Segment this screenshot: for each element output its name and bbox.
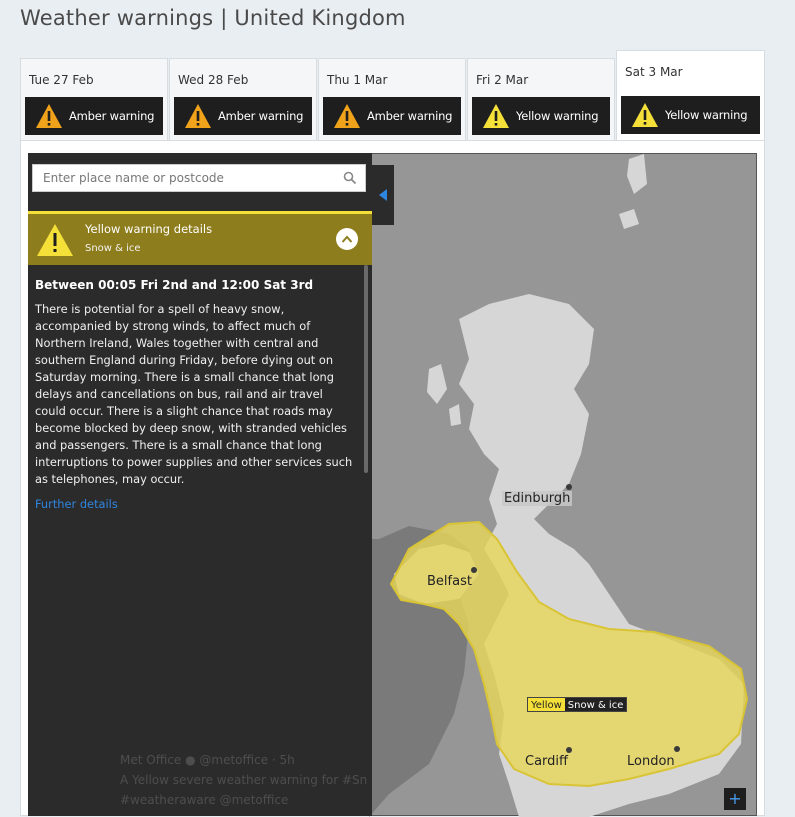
tab-date: Wed 28 Feb	[178, 73, 249, 87]
warning-triangle-icon	[482, 103, 510, 129]
warning-triangle-icon	[184, 103, 212, 129]
warning-badge-label: Amber warning	[367, 109, 453, 123]
warning-triangle-icon	[631, 102, 659, 128]
warning-badge	[621, 96, 760, 134]
warning-triangle-icon	[36, 223, 74, 257]
tab-wed-28-feb[interactable]	[169, 58, 317, 140]
warning-triangle-icon	[35, 103, 63, 129]
edinburgh-marker[interactable]	[566, 484, 572, 490]
location-search	[32, 164, 366, 192]
legend-type: Snow & ice	[567, 700, 624, 711]
page-title: Weather warnings | United Kingdom	[20, 6, 406, 30]
warning-badge	[25, 97, 163, 135]
warning-badge	[174, 97, 312, 135]
tab-thu-1-mar[interactable]	[318, 58, 466, 140]
search-icon[interactable]	[341, 169, 359, 187]
tab-fri-2-mar[interactable]	[467, 58, 615, 140]
tab-date: Thu 1 Mar	[327, 73, 388, 87]
legend-level: Yellow	[528, 698, 565, 711]
chevron-left-icon	[378, 188, 388, 202]
warning-triangle-icon	[333, 103, 361, 129]
details-scrollbar[interactable]	[364, 265, 368, 473]
tab-sat-3-mar[interactable]	[616, 50, 765, 140]
map-warning-legend[interactable]	[527, 697, 627, 712]
tweet-text: A Yellow severe weather warning for #Sn	[120, 773, 368, 787]
warning-type: Snow & ice	[85, 243, 141, 254]
toggle-sidebar-button[interactable]	[372, 165, 394, 225]
city-label-edinburgh: Edinburgh	[504, 491, 571, 506]
london-marker[interactable]	[674, 746, 680, 752]
cardiff-marker[interactable]	[566, 747, 572, 753]
tab-date: Fri 2 Mar	[476, 73, 529, 87]
zoom-in-button[interactable]: +	[724, 788, 746, 810]
warning-details-title: Yellow warning details	[85, 222, 213, 236]
warning-details	[28, 265, 372, 511]
chevron-up-icon	[341, 235, 353, 243]
city-label-belfast: Belfast	[427, 574, 472, 589]
warning-badge-label: Amber warning	[218, 109, 304, 123]
tweet-author: Met Office ● @metoffice · 5h	[120, 753, 295, 767]
day-tabs	[20, 50, 765, 140]
warning-details-header[interactable]	[28, 211, 372, 265]
warning-badge-label: Yellow warning	[665, 108, 748, 122]
further-details-link[interactable]: Further details	[35, 497, 118, 511]
warning-badge	[472, 97, 610, 135]
warning-badge	[323, 97, 461, 135]
tweet-tags: #weatheraware @metoffice	[120, 793, 289, 807]
collapse-details-button[interactable]	[336, 228, 358, 250]
warning-badge-label: Amber warning	[69, 109, 155, 123]
city-label-london: London	[627, 754, 675, 769]
city-label-cardiff: Cardiff	[525, 754, 568, 769]
belfast-marker[interactable]	[471, 567, 477, 573]
tweet-overlay	[120, 750, 367, 810]
warning-period: Between 00:05 Fri 2nd and 12:00 Sat 3rd	[35, 278, 314, 292]
tab-date: Tue 27 Feb	[29, 73, 94, 87]
warning-sidebar	[28, 153, 372, 816]
warning-badge-label: Yellow warning	[516, 109, 599, 123]
tab-date: Sat 3 Mar	[625, 65, 683, 79]
tab-tue-27-feb[interactable]	[20, 58, 168, 140]
search-input[interactable]	[33, 165, 341, 191]
warning-description: There is potential for a spell of heavy snow, accompanied by strong winds, to affect much of Northern Ireland, Wales together with central and southern England during Friday, before dying out on Saturday morning. There is a small chance that long delays and cancellations on bus, rail and air travel could occur. There is a slight chance that roads may become blocked by deep snow, with stranded vehicles and passengers. There is a small chance that long interruptions to power supplies and other services such as telephones, may occur.	[35, 302, 353, 486]
